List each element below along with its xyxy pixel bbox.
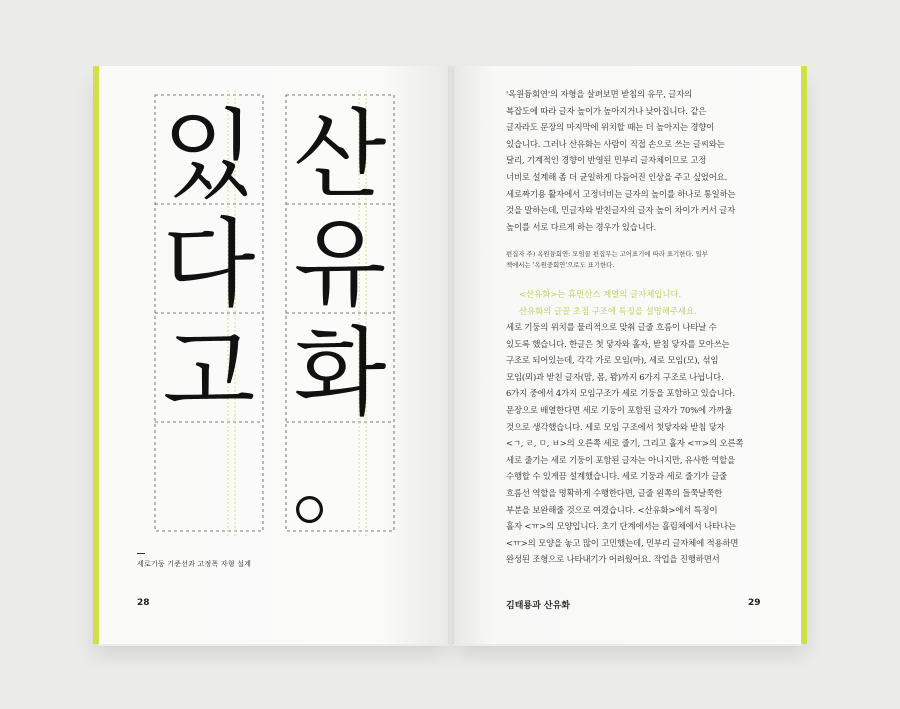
text-line: 복잡도에 따라 글자 높이가 높아지거나 낮아집니다. 같은: [506, 105, 707, 116]
text-line: 완성된 조형으로 나타내기가 어려웠어요. 작업을 진행하면서: [506, 554, 720, 565]
text-line: 세로 줄기는 세로 기둥이 포함된 글자는 아니지만, 유사한 역할을: [506, 454, 736, 465]
text-line: 모임(뫼)과 받친 글자(맘, 몸, 뫔)까지 6가지 구조로 나뉩니다.: [506, 371, 724, 382]
highlight-line: <산유화>는 휴먼산스 계열의 글자체입니다.: [519, 289, 682, 299]
glyph-da: 다: [162, 208, 256, 320]
text-line: 문장으로 배열한다면 세로 기둥이 포함된 글자가 70%에 가까울: [506, 404, 733, 415]
text-line: 달리, 기계적인 경향이 반영된 민부리 글자체이므로 고정: [506, 155, 707, 166]
text-line: 부분을 보완해줄 것으로 여겼습니다. <산유화>에서 특징이: [506, 504, 718, 515]
text-line: 너비로 설계해 좀 더 균일하게 다듬어진 인상을 주고 싶었어요.: [506, 171, 728, 182]
editor-footnote: [506, 249, 752, 271]
body-paragraph-1: [506, 86, 752, 235]
highlighted-question: [519, 286, 697, 319]
caption-rule: [137, 553, 145, 554]
text-line: 홀자 <ㅠ>의 모양입니다. 초기 단계에서는 흘림체에서 나타나는: [506, 521, 736, 532]
text-line: 수행할 수 있게끔 설계했습니다. 세로 기둥과 세로 줄기가 글줄: [506, 471, 728, 482]
text-line: 6가지 중에서 4가지 모임구조가 세로 기둥을 포함하고 있습니다.: [506, 388, 735, 399]
footnote-line: 편집자 주) 옥원듕회연: 모임꼴 편집무는 고어표기에 따라 표기한다. 일부: [506, 250, 708, 258]
highlight-line: 산유화의 글꼴 초점 구조에 특징을 설명해주세요.: [519, 305, 697, 316]
page-number-right: 29: [748, 598, 761, 608]
text-line: 세로짜기용 활자에서 고정너비는 글자의 높이를 하나로 통일하는: [506, 188, 736, 199]
text-line: 있도록 했습니다. 한글은 첫 닿자와 홀자, 받침 닿자를 모아쓰는: [506, 338, 730, 349]
text-line: 글자라도 문장의 마지막에 위치할 때는 더 높아지는 경향이: [506, 122, 715, 133]
text-line: 구조로 되어있는데, 각각 가로 모임(마), 세로 모임(모), 섞임: [506, 355, 719, 366]
body-paragraph-2: [506, 319, 752, 568]
text-line: <ㅠ>의 모양을 놓고 많이 고민했는데, 민부리 글자체에 적용하면: [506, 537, 739, 548]
glyph-hwa: 화: [293, 317, 387, 429]
page-number-left: 28: [137, 598, 150, 608]
text-line: <ㄱ, ㄹ, ㅁ, ㅂ>의 오른쪽 세로 줄기, 그리고 홀자 <ㅠ>의 오른쪽: [506, 438, 744, 449]
glyph-go: 고: [162, 317, 256, 429]
text-line: 있습니다. 그러나 산유화는 사람이 직접 손으로 쓰는 글씨와는: [506, 138, 725, 149]
glyph-san: 산: [293, 99, 387, 211]
footnote-line: 책에서는 '옥원중회연'으로도 표기한다.: [506, 261, 615, 269]
text-line: 높이를 서로 다르게 하는 경우가 있습니다.: [506, 221, 657, 232]
text-line: 것으로 생각했습니다. 세로 모임 구조에서 첫닿자와 받침 닿자: [506, 421, 725, 432]
glyph-yu: 유: [293, 208, 387, 320]
text-line: 흐름선 역할을 명확하게 수행한다면, 글줄 왼쪽의 들쭉날쭉한: [506, 487, 723, 498]
running-title: 김태룡과 산유화: [506, 601, 570, 611]
display-glyphs: [163, 99, 388, 538]
text-line: 것을 말하는데, 민글자와 받친글자의 글자 높이 차이가 커서 글자: [506, 205, 736, 216]
glyph-iss: 있: [162, 99, 256, 211]
figure-caption: 세로기둥 기준선과 고정폭 자형 설계: [137, 560, 252, 568]
text-line: 세로 기둥의 위치를 물리적으로 맞춰 글줄 흐름이 나타날 수: [506, 322, 717, 332]
glyph-period: 。: [292, 426, 388, 538]
text-line: '옥원듕회연'의 자형을 살펴보면 받침의 유무, 글자의: [506, 89, 693, 99]
